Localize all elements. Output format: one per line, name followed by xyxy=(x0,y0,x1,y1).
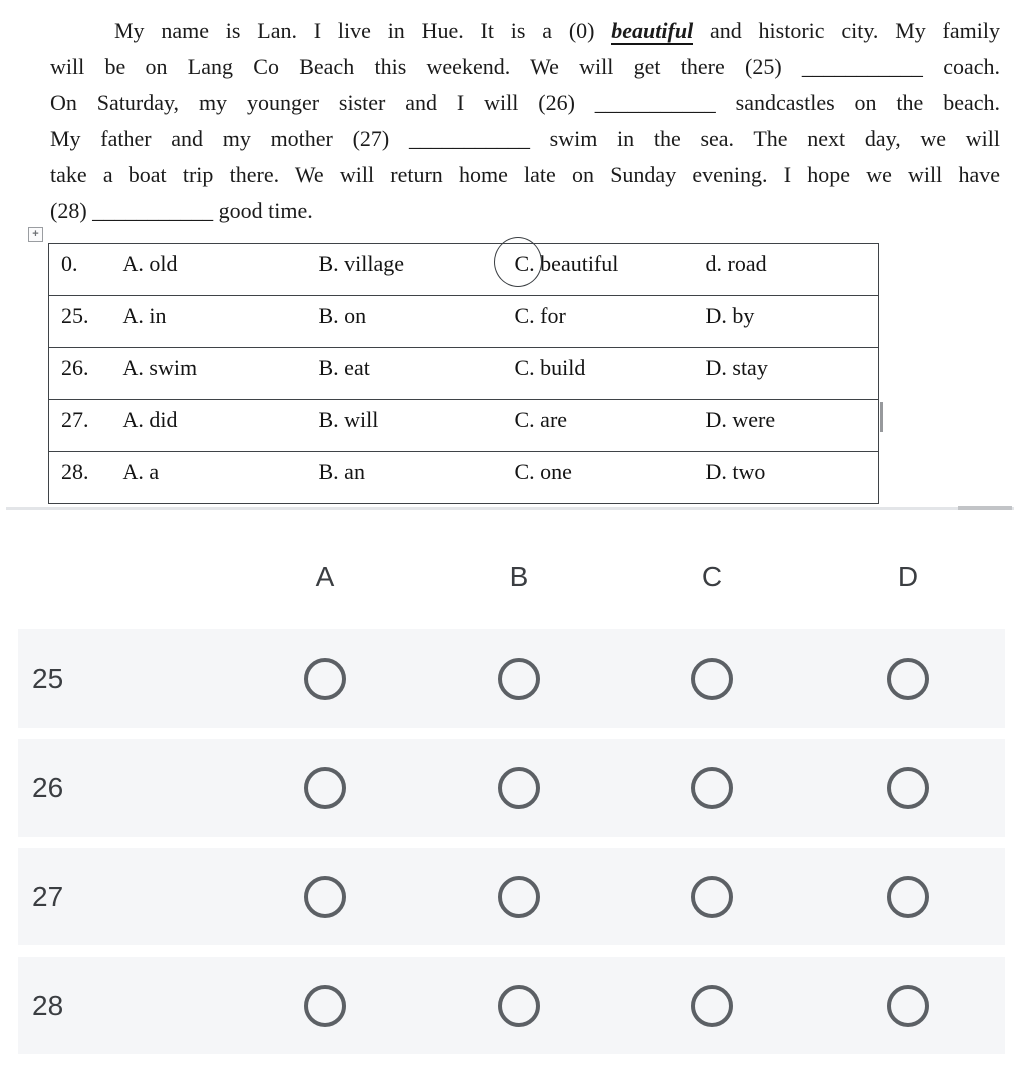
answer-row-label: 25 xyxy=(32,662,64,694)
passage-line-1-post: and historic city. My family xyxy=(693,18,1000,43)
option-c: C. one xyxy=(503,452,694,504)
option-b: B. eat xyxy=(307,348,503,400)
option-c: C. for xyxy=(503,296,694,348)
answer-row-label: 28 xyxy=(32,989,64,1021)
radio-25-d[interactable] xyxy=(887,658,929,700)
option-c: C. build xyxy=(503,348,694,400)
circled-answer-annotation xyxy=(494,237,542,287)
radio-26-c[interactable] xyxy=(691,767,733,809)
radio-25-c[interactable] xyxy=(691,658,733,700)
example-answer-word: beautiful xyxy=(611,18,694,43)
radio-27-b[interactable] xyxy=(498,876,540,918)
option-num: 25. xyxy=(49,296,111,348)
table-edge-artifact xyxy=(880,402,883,432)
answer-row-25 xyxy=(18,629,1005,728)
options-row-27 xyxy=(49,400,879,452)
radio-25-a[interactable] xyxy=(304,658,346,700)
options-row-26 xyxy=(49,348,879,400)
table-move-handle-icon[interactable]: + xyxy=(28,227,43,242)
option-num: 26. xyxy=(49,348,111,400)
option-a: A. a xyxy=(111,452,307,504)
radio-26-b[interactable] xyxy=(498,767,540,809)
option-a: A. old xyxy=(122,251,178,276)
option-d: d. road xyxy=(705,251,767,276)
column-header-b: B xyxy=(509,561,529,592)
option-b: B. on xyxy=(307,296,503,348)
option-d: D. were xyxy=(694,400,879,452)
document-divider xyxy=(6,507,1014,510)
column-header-d: D xyxy=(897,561,919,592)
answer-row-label: 26 xyxy=(32,772,64,803)
answer-row-27 xyxy=(18,848,1005,945)
option-a: A. did xyxy=(111,400,307,452)
passage-line-1-pre: My name is Lan. I live in Hue. It is a (0) xyxy=(114,18,612,43)
column-header-a: A xyxy=(315,561,335,592)
option-b: B. an xyxy=(307,452,503,504)
option-num: 0. xyxy=(61,251,78,276)
radio-26-d[interactable] xyxy=(887,767,929,809)
column-header-c: C xyxy=(701,561,723,592)
option-d: D. two xyxy=(694,452,879,504)
radio-28-d[interactable] xyxy=(887,985,929,1027)
reading-passage xyxy=(50,13,1000,229)
radio-28-b[interactable] xyxy=(498,985,540,1027)
passage-line-2: will be on Lang Co Beach this weekend. We will get there (25) ___________ coach. xyxy=(50,54,1000,79)
options-row-25 xyxy=(49,296,879,348)
radio-27-a[interactable] xyxy=(304,876,346,918)
options-row-0 xyxy=(49,244,879,296)
passage-line-6: (28) ___________ good time. xyxy=(50,198,313,223)
passage-line-4: My father and my mother (27) ___________ swim in the sea. The next day, we will xyxy=(50,126,1000,151)
passage-line-3: On Saturday, my younger sister and I will (26) ___________ sandcastles on the beach. xyxy=(50,90,1000,115)
answer-grid-header xyxy=(18,561,1005,593)
option-num: 28. xyxy=(49,452,111,504)
options-table xyxy=(48,243,879,504)
option-a: A. in xyxy=(111,296,307,348)
radio-26-a[interactable] xyxy=(304,767,346,809)
scrollbar-dash[interactable] xyxy=(958,506,1012,510)
passage-line-5: take a boat trip there. We will return home late on Sunday evening. I hope we will have xyxy=(50,162,1000,187)
option-d: D. stay xyxy=(694,348,879,400)
answer-row-label: 27 xyxy=(32,880,64,912)
radio-28-a[interactable] xyxy=(304,985,346,1027)
option-b: B. village xyxy=(318,251,405,276)
answer-row-26 xyxy=(18,739,1005,837)
option-c: C. are xyxy=(503,400,694,452)
answer-row-28 xyxy=(18,957,1005,1054)
passage-line-1 xyxy=(50,13,1000,49)
option-b: B. will xyxy=(307,400,503,452)
options-row-28 xyxy=(49,452,879,504)
option-num: 27. xyxy=(49,400,111,452)
radio-25-b[interactable] xyxy=(498,658,540,700)
radio-27-d[interactable] xyxy=(887,876,929,918)
radio-28-c[interactable] xyxy=(691,985,733,1027)
option-d: D. by xyxy=(694,296,879,348)
option-c: C. beautiful xyxy=(514,251,619,276)
radio-27-c[interactable] xyxy=(691,876,733,918)
option-a: A. swim xyxy=(111,348,307,400)
